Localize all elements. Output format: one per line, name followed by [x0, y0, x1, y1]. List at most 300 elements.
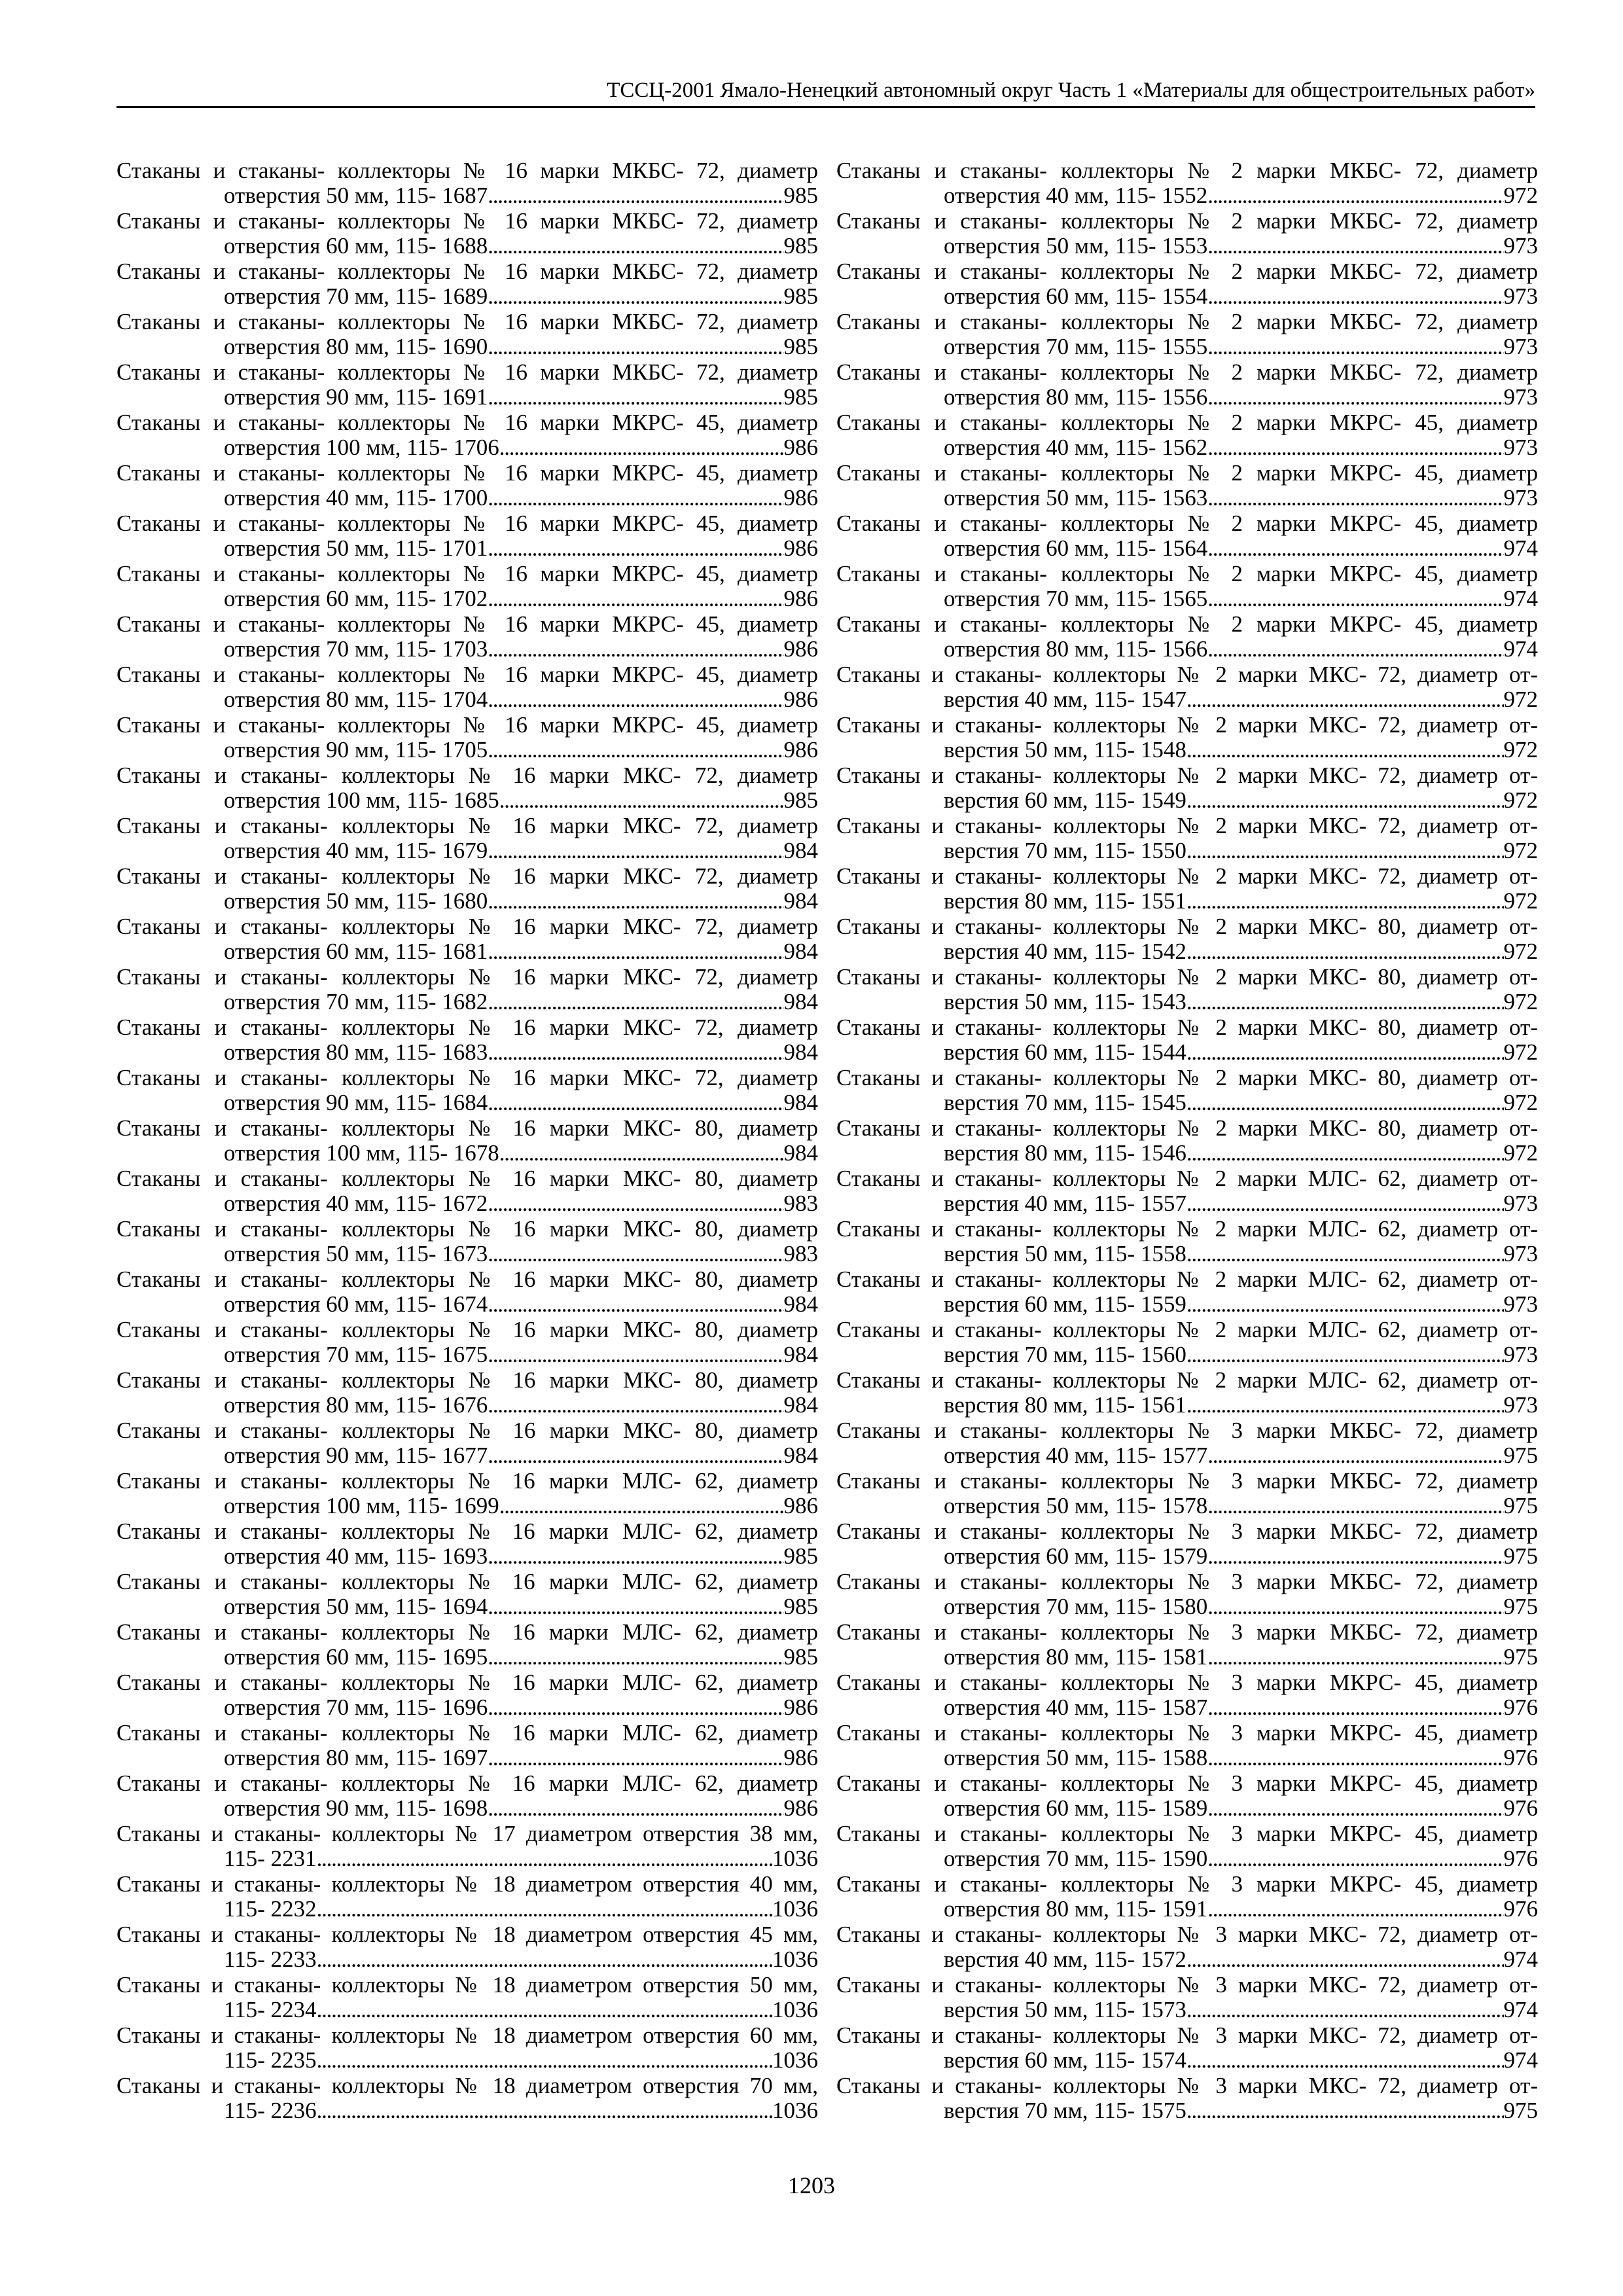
entry-title: Стаканы и стаканы- коллекторы № 2 марки МКС- 72, диаметр от- — [836, 763, 1538, 788]
entry-reference: отверстия 90 мм, 115- 1684 — [224, 1090, 488, 1115]
entry-page-number: 973 — [1503, 385, 1538, 410]
entry-reference: отверстия 80 мм, 115- 1683 — [224, 1040, 488, 1065]
index-entry — [116, 914, 818, 965]
index-entry — [836, 2023, 1538, 2073]
entry-reference-line — [836, 788, 1538, 813]
entry-page-number: 972 — [1503, 687, 1538, 712]
dot-leader — [1207, 385, 1503, 410]
index-entry — [836, 1670, 1538, 1721]
index-entry — [116, 965, 818, 1015]
entry-reference-line — [116, 1443, 818, 1468]
entry-reference-line — [116, 1846, 818, 1871]
entry-title: Стаканы и стаканы- коллекторы № 18 диаметром отверстия 50 мм, — [116, 1973, 818, 1998]
entry-page-number: 985 — [783, 334, 818, 359]
entry-reference: отверстия 70 мм, 115- 1696 — [224, 1695, 488, 1720]
entry-page-number: 974 — [1503, 2048, 1538, 2073]
entry-page-number: 984 — [783, 1393, 818, 1418]
entry-page-number: 1036 — [772, 1897, 818, 1922]
dot-leader — [488, 990, 783, 1014]
entry-reference-line — [836, 1191, 1538, 1216]
index-entry — [116, 1922, 818, 1973]
entry-reference-line — [836, 334, 1538, 359]
dot-leader — [317, 1897, 772, 1922]
entry-title: Стаканы и стаканы- коллекторы № 3 марки МКБС- 72, диаметр — [836, 1469, 1538, 1494]
entry-reference-line — [836, 1494, 1538, 1518]
entry-reference-line — [836, 1544, 1538, 1569]
entry-page-number: 984 — [783, 1292, 818, 1317]
entry-reference-line — [836, 1998, 1538, 2022]
entry-reference: 115- 2231 — [224, 1846, 317, 1871]
dot-leader — [488, 284, 783, 309]
dot-leader — [488, 1090, 783, 1115]
entry-reference: отверстия 60 мм, 115- 1564 — [944, 536, 1208, 561]
entry-title: Стаканы и стаканы- коллекторы № 3 марки МКС- 72, диаметр от- — [836, 1922, 1538, 1947]
dot-leader — [499, 788, 784, 813]
entry-reference-line — [836, 385, 1538, 410]
dot-leader — [1186, 1393, 1504, 1418]
entry-reference-line — [836, 1796, 1538, 1821]
entry-title: Стаканы и стаканы- коллекторы № 3 марки МКРС- 45, диаметр — [836, 1872, 1538, 1897]
entry-title: Стаканы и стаканы- коллекторы № 16 марки МКРС- 45, диаметр — [116, 511, 818, 536]
entry-reference: отверстия 40 мм, 115- 1562 — [944, 435, 1208, 460]
index-column-left — [116, 158, 818, 2124]
entry-reference: верстия 60 мм, 115- 1544 — [944, 1040, 1186, 1065]
dot-leader — [1207, 637, 1503, 662]
dot-leader — [1186, 1292, 1504, 1317]
dot-leader — [1207, 183, 1503, 208]
dot-leader — [317, 1846, 772, 1871]
entry-reference-line — [116, 1494, 818, 1518]
entry-page-number: 984 — [783, 1141, 818, 1166]
dot-leader — [488, 1796, 783, 1821]
index-entry — [836, 1771, 1538, 1821]
entry-title: Стаканы и стаканы- коллекторы № 2 марки МКС- 72, диаметр от- — [836, 662, 1538, 687]
entry-title: Стаканы и стаканы- коллекторы № 16 марки МКС- 80, диаметр — [116, 1217, 818, 1242]
index-entry — [116, 1570, 818, 1620]
entry-reference-line — [116, 738, 818, 762]
entry-reference-line — [116, 687, 818, 712]
entry-title: Стаканы и стаканы- коллекторы № 18 диаметром отверстия 40 мм, — [116, 1872, 818, 1897]
entry-reference-line — [116, 838, 818, 863]
dot-leader — [1186, 1947, 1504, 1972]
index-entry — [116, 2073, 818, 2124]
entry-reference: отверстия 40 мм, 115- 1700 — [224, 486, 488, 511]
entry-reference-line — [836, 990, 1538, 1014]
entry-page-number: 972 — [1503, 738, 1538, 762]
entry-reference: отверстия 80 мм, 115- 1556 — [944, 385, 1208, 410]
entry-reference: отверстия 80 мм, 115- 1591 — [944, 1897, 1208, 1922]
entry-reference-line — [116, 284, 818, 309]
dot-leader — [488, 536, 783, 561]
dot-leader — [499, 435, 784, 460]
index-entry — [116, 461, 818, 511]
dot-leader — [1186, 1242, 1504, 1266]
entry-reference: верстия 50 мм, 115- 1548 — [944, 738, 1186, 762]
index-entry — [116, 1620, 818, 1670]
index-entry — [116, 1670, 818, 1721]
entry-reference: отверстия 50 мм, 115- 1673 — [224, 1242, 488, 1266]
index-entry — [836, 1066, 1538, 1116]
entry-page-number: 986 — [783, 586, 818, 611]
entry-reference-line — [836, 838, 1538, 863]
entry-reference: отверстия 100 мм, 115- 1699 — [224, 1494, 499, 1518]
entry-title: Стаканы и стаканы- коллекторы № 16 марки МКРС- 45, диаметр — [116, 410, 818, 435]
dot-leader — [488, 838, 783, 863]
entry-reference: отверстия 90 мм, 115- 1677 — [224, 1443, 488, 1468]
entry-title: Стаканы и стаканы- коллекторы № 2 марки МЛС- 62, диаметр от- — [836, 1368, 1538, 1393]
entry-title: Стаканы и стаканы- коллекторы № 16 марки МКРС- 45, диаметр — [116, 662, 818, 687]
entry-reference-line — [836, 1141, 1538, 1166]
entry-reference: отверстия 60 мм, 115- 1674 — [224, 1292, 488, 1317]
entry-page-number: 972 — [1503, 889, 1538, 914]
entry-title: Стаканы и стаканы- коллекторы № 2 марки МКС- 80, диаметр от- — [836, 914, 1538, 939]
entry-page-number: 975 — [1503, 1443, 1538, 1468]
index-entry — [836, 461, 1538, 511]
dot-leader — [499, 1141, 784, 1166]
index-entry — [116, 1519, 818, 1570]
entry-title: Стаканы и стаканы- коллекторы № 16 марки МКС- 72, диаметр — [116, 965, 818, 990]
dot-leader — [499, 1494, 784, 1518]
index-entry — [116, 1872, 818, 1922]
entry-page-number: 984 — [783, 1090, 818, 1115]
index-entry — [116, 1116, 818, 1166]
index-entry — [116, 1721, 818, 1771]
entry-page-number: 975 — [1503, 2098, 1538, 2123]
index-entry — [116, 158, 818, 209]
index-entry — [116, 763, 818, 814]
index-entry — [836, 1469, 1538, 1519]
entry-reference: отверстия 80 мм, 115- 1581 — [944, 1645, 1208, 1670]
entry-page-number: 974 — [1503, 637, 1538, 662]
index-entry — [116, 1066, 818, 1116]
entry-title: Стаканы и стаканы- коллекторы № 18 диаметром отверстия 70 мм, — [116, 2073, 818, 2098]
entry-reference: отверстия 40 мм, 115- 1672 — [224, 1191, 488, 1216]
dot-leader — [1186, 939, 1504, 964]
entry-page-number: 976 — [1503, 1796, 1538, 1821]
dot-leader — [317, 1947, 772, 1972]
entry-reference: отверстия 70 мм, 115- 1689 — [224, 284, 488, 309]
entry-page-number: 1036 — [772, 2098, 818, 2123]
entry-page-number: 975 — [1503, 1645, 1538, 1670]
index-entry — [116, 1368, 818, 1418]
dot-leader — [488, 738, 783, 762]
entry-title: Стаканы и стаканы- коллекторы № 17 диаметром отверстия 38 мм, — [116, 1821, 818, 1846]
entry-reference-line — [836, 939, 1538, 964]
entry-reference: отверстия 60 мм, 115- 1589 — [944, 1796, 1208, 1821]
entry-reference-line — [116, 1645, 818, 1670]
dot-leader — [488, 1594, 783, 1619]
entry-reference-line — [836, 1594, 1538, 1619]
entry-reference-line — [836, 536, 1538, 561]
entry-page-number: 986 — [783, 435, 818, 460]
entry-page-number: 975 — [1503, 1494, 1538, 1518]
index-entry — [836, 1872, 1538, 1922]
entry-reference: верстия 80 мм, 115- 1551 — [944, 889, 1186, 914]
entry-title: Стаканы и стаканы- коллекторы № 2 марки МКБС- 72, диаметр — [836, 209, 1538, 234]
entry-title: Стаканы и стаканы- коллекторы № 16 марки МКБС- 72, диаметр — [116, 158, 818, 183]
index-entry — [116, 310, 818, 360]
entry-page-number: 976 — [1503, 1897, 1538, 1922]
entry-reference: верстия 80 мм, 115- 1561 — [944, 1393, 1186, 1418]
entry-title: Стаканы и стаканы- коллекторы № 2 марки МКРС- 45, диаметр — [836, 511, 1538, 536]
entry-page-number: 984 — [783, 990, 818, 1014]
index-entry — [116, 1973, 818, 2023]
entry-reference: отверстия 80 мм, 115- 1690 — [224, 334, 488, 359]
entry-reference-line — [836, 1393, 1538, 1418]
entry-title: Стаканы и стаканы- коллекторы № 16 марки МЛС- 62, диаметр — [116, 1519, 818, 1544]
entry-title: Стаканы и стаканы- коллекторы № 2 марки МКС- 80, диаметр от- — [836, 1015, 1538, 1040]
index-entry — [116, 1821, 818, 1872]
entry-reference: отверстия 70 мм, 115- 1565 — [944, 586, 1208, 611]
dot-leader — [488, 687, 783, 712]
entry-reference-line — [836, 1947, 1538, 1972]
entry-title: Стаканы и стаканы- коллекторы № 16 марки МКРС- 45, диаметр — [116, 461, 818, 486]
entry-page-number: 984 — [783, 1443, 818, 1468]
header-title: ТССЦ-2001 Ямало-Ненецкий автономный округ Часть 1 «Материалы для общестроительных работ» — [607, 79, 1535, 102]
entry-reference-line — [116, 334, 818, 359]
index-entry — [836, 965, 1538, 1015]
entry-page-number: 1036 — [772, 1947, 818, 1972]
dot-leader — [1207, 1494, 1503, 1518]
entry-page-number: 973 — [1503, 1191, 1538, 1216]
dot-leader — [488, 939, 783, 964]
index-entry — [836, 763, 1538, 814]
dot-leader — [1186, 1998, 1504, 2022]
entry-reference: верстия 70 мм, 115- 1545 — [944, 1090, 1186, 1115]
entry-page-number: 985 — [783, 788, 818, 813]
entry-reference: отверстия 80 мм, 115- 1676 — [224, 1393, 488, 1418]
index-entry — [116, 612, 818, 662]
entry-reference-line — [836, 1443, 1538, 1468]
entry-reference: верстия 60 мм, 115- 1549 — [944, 788, 1186, 813]
entry-reference-line — [836, 1695, 1538, 1720]
entry-reference-line — [116, 1544, 818, 1569]
entry-reference: 115- 2233 — [224, 1947, 317, 1972]
dot-leader — [1186, 738, 1504, 762]
dot-leader — [1207, 234, 1503, 259]
entry-page-number: 986 — [783, 738, 818, 762]
entry-reference-line — [116, 1191, 818, 1216]
entry-title: Стаканы и стаканы- коллекторы № 16 марки МКРС- 45, диаметр — [116, 612, 818, 637]
entry-title: Стаканы и стаканы- коллекторы № 16 марки МЛС- 62, диаметр — [116, 1570, 818, 1594]
entry-reference: отверстия 70 мм, 115- 1590 — [944, 1846, 1208, 1871]
dot-leader — [488, 1443, 783, 1468]
entry-title: Стаканы и стаканы- коллекторы № 2 марки МЛС- 62, диаметр от- — [836, 1267, 1538, 1292]
dot-leader — [1186, 2098, 1504, 2123]
entry-reference-line — [836, 1292, 1538, 1317]
dot-leader — [488, 334, 783, 359]
entry-title: Стаканы и стаканы- коллекторы № 16 марки МКС- 72, диаметр — [116, 763, 818, 788]
entry-page-number: 972 — [1503, 1090, 1538, 1115]
index-column-right — [836, 158, 1538, 2124]
entry-title: Стаканы и стаканы- коллекторы № 16 марки МКС- 80, диаметр — [116, 1116, 818, 1141]
entry-title: Стаканы и стаканы- коллекторы № 3 марки МКРС- 45, диаметр — [836, 1771, 1538, 1796]
index-entry — [116, 814, 818, 864]
dot-leader — [317, 1998, 772, 2022]
dot-leader — [488, 1191, 783, 1216]
dot-leader — [488, 234, 783, 259]
dot-leader — [317, 2048, 772, 2073]
entry-page-number: 983 — [783, 1191, 818, 1216]
entry-reference-line — [116, 1746, 818, 1770]
entry-reference-line — [836, 586, 1538, 611]
entry-page-number: 976 — [1503, 1746, 1538, 1770]
dot-leader — [1186, 788, 1504, 813]
entry-reference: отверстия 50 мм, 115- 1680 — [224, 889, 488, 914]
entry-reference-line — [836, 1746, 1538, 1770]
entry-title: Стаканы и стаканы- коллекторы № 16 марки МЛС- 62, диаметр — [116, 1670, 818, 1695]
entry-title: Стаканы и стаканы- коллекторы № 2 марки МКРС- 45, диаметр — [836, 461, 1538, 486]
entry-reference: отверстия 100 мм, 115- 1678 — [224, 1141, 499, 1166]
entry-reference: отверстия 40 мм, 115- 1679 — [224, 838, 488, 863]
entry-page-number: 974 — [1503, 1998, 1538, 2022]
entry-page-number: 976 — [1503, 1846, 1538, 1871]
entry-reference-line — [836, 1897, 1538, 1922]
entry-reference: 115- 2234 — [224, 1998, 317, 2022]
entry-reference: 115- 2235 — [224, 2048, 317, 2073]
entry-title: Стаканы и стаканы- коллекторы № 3 марки МКБС- 72, диаметр — [836, 1418, 1538, 1443]
index-entry — [116, 713, 818, 763]
entry-title: Стаканы и стаканы- коллекторы № 2 марки МКС- 80, диаметр от- — [836, 965, 1538, 990]
entry-reference-line — [116, 1796, 818, 1821]
index-entry — [836, 713, 1538, 763]
index-entry — [836, 1318, 1538, 1368]
page-header — [116, 73, 1535, 108]
index-entry — [836, 814, 1538, 864]
entry-title: Стаканы и стаканы- коллекторы № 16 марки МКБС- 72, диаметр — [116, 259, 818, 284]
index-entry — [116, 1318, 818, 1368]
entry-reference: отверстия 50 мм, 115- 1588 — [944, 1746, 1208, 1770]
dot-leader — [1207, 1695, 1503, 1720]
index-entry — [836, 1620, 1538, 1670]
entry-reference-line — [116, 637, 818, 662]
entry-reference: отверстия 40 мм, 115- 1552 — [944, 183, 1208, 208]
entry-title: Стаканы и стаканы- коллекторы № 18 диаметром отверстия 45 мм, — [116, 1922, 818, 1947]
index-entry — [116, 1469, 818, 1519]
entry-title: Стаканы и стаканы- коллекторы № 2 марки МКС- 72, диаметр от- — [836, 814, 1538, 838]
dot-leader — [488, 889, 783, 914]
entry-reference-line — [836, 1090, 1538, 1115]
index-entry — [836, 209, 1538, 259]
entry-reference: отверстия 70 мм, 115- 1555 — [944, 334, 1208, 359]
entry-reference-line — [836, 1645, 1538, 1670]
entry-reference-line — [116, 1695, 818, 1720]
entry-page-number: 985 — [783, 1544, 818, 1569]
entry-reference: отверстия 70 мм, 115- 1580 — [944, 1594, 1208, 1619]
entry-reference-line — [116, 1141, 818, 1166]
entry-reference-line — [116, 183, 818, 208]
dot-leader — [488, 637, 783, 662]
entry-reference: отверстия 60 мм, 115- 1695 — [224, 1645, 488, 1670]
entry-reference: верстия 40 мм, 115- 1542 — [944, 939, 1186, 964]
entry-reference-line — [836, 435, 1538, 460]
index-entry — [836, 1015, 1538, 1066]
entry-page-number: 972 — [1503, 838, 1538, 863]
entry-reference-line — [836, 1242, 1538, 1266]
entry-page-number: 984 — [783, 838, 818, 863]
dot-leader — [1207, 284, 1503, 309]
entry-reference-line — [116, 435, 818, 460]
index-entry — [836, 1973, 1538, 2023]
entry-reference: верстия 40 мм, 115- 1557 — [944, 1191, 1186, 1216]
dot-leader — [317, 2098, 772, 2123]
entry-reference-line — [116, 2098, 818, 2123]
entry-reference: отверстия 50 мм, 115- 1563 — [944, 486, 1208, 511]
entry-title: Стаканы и стаканы- коллекторы № 16 марки МКРС- 45, диаметр — [116, 713, 818, 738]
entry-title: Стаканы и стаканы- коллекторы № 2 марки МКБС- 72, диаметр — [836, 259, 1538, 284]
entry-title: Стаканы и стаканы- коллекторы № 16 марки МКС- 72, диаметр — [116, 814, 818, 838]
entry-reference: верстия 50 мм, 115- 1558 — [944, 1242, 1186, 1266]
index-entry — [836, 1368, 1538, 1418]
dot-leader — [1186, 838, 1504, 863]
dot-leader — [1207, 1897, 1503, 1922]
entry-title: Стаканы и стаканы- коллекторы № 16 марки МЛС- 62, диаметр — [116, 1469, 818, 1494]
index-entry — [116, 1015, 818, 1066]
entry-reference: отверстия 90 мм, 115- 1698 — [224, 1796, 488, 1821]
entry-reference-line — [836, 486, 1538, 511]
entry-reference: отверстия 80 мм, 115- 1697 — [224, 1746, 488, 1770]
entry-title: Стаканы и стаканы- коллекторы № 16 марки МЛС- 62, диаметр — [116, 1620, 818, 1645]
entry-title: Стаканы и стаканы- коллекторы № 16 марки МЛС- 62, диаметр — [116, 1771, 818, 1796]
entry-title: Стаканы и стаканы- коллекторы № 2 марки МКС- 80, диаметр от- — [836, 1116, 1538, 1141]
dot-leader — [488, 1695, 783, 1720]
entry-reference-line — [836, 889, 1538, 914]
entry-reference: верстия 40 мм, 115- 1572 — [944, 1947, 1186, 1972]
entry-page-number: 975 — [1503, 1544, 1538, 1569]
index-entry — [836, 914, 1538, 965]
entry-page-number: 986 — [783, 687, 818, 712]
entry-title: Стаканы и стаканы- коллекторы № 2 марки МКС- 72, диаметр от- — [836, 864, 1538, 889]
entry-title: Стаканы и стаканы- коллекторы № 3 марки МКРС- 45, диаметр — [836, 1670, 1538, 1695]
entry-title: Стаканы и стаканы- коллекторы № 16 марки МКБС- 72, диаметр — [116, 360, 818, 385]
index-entry — [836, 310, 1538, 360]
entry-reference-line — [836, 1342, 1538, 1367]
entry-reference: отверстия 50 мм, 115- 1687 — [224, 183, 488, 208]
entry-reference: отверстия 50 мм, 115- 1553 — [944, 234, 1208, 259]
entry-reference: отверстия 90 мм, 115- 1691 — [224, 385, 488, 410]
entry-page-number: 976 — [1503, 1695, 1538, 1720]
entry-reference: отверстия 50 мм, 115- 1701 — [224, 536, 488, 561]
entry-reference: отверстия 90 мм, 115- 1705 — [224, 738, 488, 762]
entry-reference: верстия 60 мм, 115- 1559 — [944, 1292, 1186, 1317]
dot-leader — [488, 1040, 783, 1065]
entry-reference-line — [836, 1846, 1538, 1871]
entry-reference-line — [836, 687, 1538, 712]
entry-title: Стаканы и стаканы- коллекторы № 2 марки МКБС- 72, диаметр — [836, 310, 1538, 334]
entry-reference-line — [116, 2048, 818, 2073]
entry-page-number: 972 — [1503, 1040, 1538, 1065]
entry-page-number: 972 — [1503, 183, 1538, 208]
entry-reference: отверстия 60 мм, 115- 1579 — [944, 1544, 1208, 1569]
index-entry — [116, 511, 818, 562]
entry-reference-line — [836, 738, 1538, 762]
entry-title: Стаканы и стаканы- коллекторы № 16 марки МКС- 80, диаметр — [116, 1418, 818, 1443]
entry-title: Стаканы и стаканы- коллекторы № 2 марки МКРС- 45, диаметр — [836, 562, 1538, 586]
entry-title: Стаканы и стаканы- коллекторы № 16 марки МКРС- 45, диаметр — [116, 562, 818, 586]
entry-page-number: 1036 — [772, 1846, 818, 1871]
entry-title: Стаканы и стаканы- коллекторы № 2 марки МЛС- 62, диаметр от- — [836, 1318, 1538, 1342]
page-number: 1203 — [788, 2172, 835, 2198]
entry-page-number: 973 — [1503, 284, 1538, 309]
index-entry — [116, 1217, 818, 1267]
index-entry — [836, 1519, 1538, 1570]
dot-leader — [1186, 889, 1504, 914]
entry-title: Стаканы и стаканы- коллекторы № 16 марки МКС- 72, диаметр — [116, 864, 818, 889]
entry-reference: верстия 80 мм, 115- 1546 — [944, 1141, 1186, 1166]
entry-title: Стаканы и стаканы- коллекторы № 16 марки МКС- 80, диаметр — [116, 1368, 818, 1393]
index-entry — [836, 864, 1538, 914]
index-entry — [836, 662, 1538, 713]
